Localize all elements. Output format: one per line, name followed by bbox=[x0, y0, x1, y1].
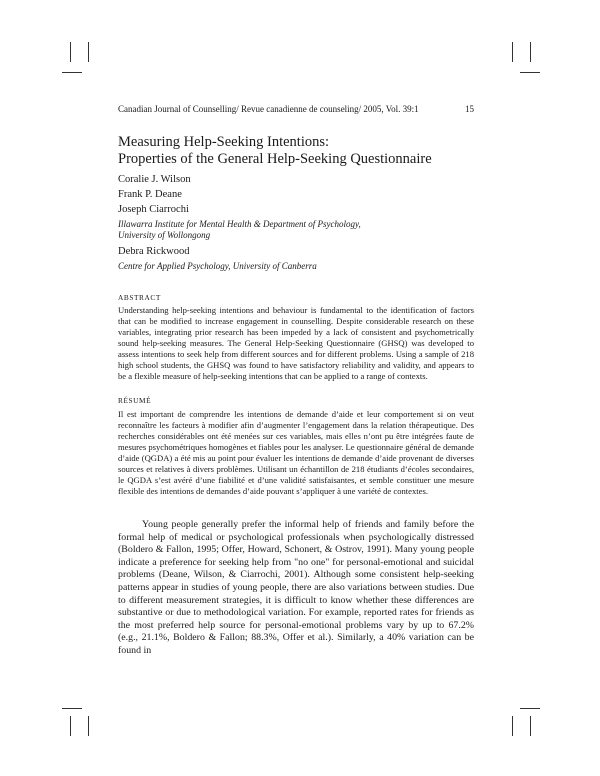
resume-label: RÉSUMÉ bbox=[118, 396, 152, 405]
affiliation-line: University of Wollongong bbox=[118, 230, 211, 240]
crop-mark bbox=[88, 716, 89, 736]
author-name: Frank P. Deane bbox=[118, 189, 182, 200]
crop-mark bbox=[70, 716, 71, 736]
crop-mark bbox=[62, 72, 82, 73]
author-name: Coralie J. Wilson bbox=[118, 174, 191, 185]
body-paragraph: Young people generally prefer the informal help of friends and family before the formal help of medical or psychological professionals when psychologically distressed (Boldero & Fallon, 1995; Offer, Howard, Schonert, & Ostrov, 1991). Many young people indicate a preference for seeking help from "no one" for personal-emotional and suicidal problems (Deane, Wilson, & Ciarrochi, 2001). Although some consistent help-seeking patterns appear in studies of young people, there are also variations between studies. Due to different measurement strategies, it is difficult to know whether these differences are substantive or due to methodological variation. For example, reported rates for friends as the most preferred help source for personal-emotional problems vary by up to 67.2% (e.g., 21.1%, Boldero & Fallon; 88.3%, Offer et al.). Similarly, a 40% variation can be found in bbox=[118, 519, 474, 656]
crop-mark bbox=[88, 42, 89, 62]
crop-mark bbox=[512, 716, 513, 736]
affiliation: Centre for Applied Psychology, University of Canberra bbox=[118, 261, 317, 271]
crop-mark bbox=[520, 72, 540, 73]
crop-mark bbox=[512, 42, 513, 62]
crop-mark bbox=[520, 708, 540, 709]
affiliation bbox=[118, 219, 361, 241]
affiliation-line: Illawarra Institute for Mental Health & Department of Psychology, bbox=[118, 219, 361, 229]
page-number: 15 bbox=[465, 104, 474, 114]
author-name: Debra Rickwood bbox=[118, 246, 190, 257]
author-name: Joseph Ciarrochi bbox=[118, 204, 189, 215]
journal-citation: Canadian Journal of Counselling/ Revue canadienne de counseling/ 2005, Vol. 39:1 bbox=[118, 104, 419, 114]
crop-mark bbox=[70, 42, 71, 62]
title-line-1: Measuring Help-Seeking Intentions: bbox=[118, 134, 330, 150]
abstract-text: Understanding help-seeking intentions and behaviour is fundamental to the identification of factors that can be modified to increase engagement in counselling. Despite considerable research on these variables, integrating prior research has been impeded by a lack of consistent and psychometrically sound help-seeking measures. The General Help-Seeking Questionnaire (GHSQ) was developed to assess intentions to seek help from different sources and for different problems. Using a sample of 218 high school students, the GHSQ was found to have satisfactory reliability and validity, and appears to be a flexible measure of help-seeking intentions that can be applied to a range of contexts. bbox=[118, 305, 474, 381]
running-header bbox=[118, 104, 474, 114]
resume-text: Il est important de comprendre les intentions de demande d’aide et leur comportement si on veut reconnaître les facteurs à modifier afin d’augmenter l’engagement dans la relation thérapeutique. Des recherches considérables ont été menées sur ces variables, mais elles n’ont pu être intégrées faute de mesures psychométriques homogènes et fiables pour les analyser. Le questionnaire général de demande d’aide (QGDA) a été mis au point pour évaluer les intentions de demande d’aide provenant de diverses sources et relatives à divers problèmes. Utilisant un échantillon de 218 étudiants d’écoles secondaires, le QGDA s’est avéré d’une fiabilité et d’une validité satisfaisantes, et semble constituer une mesure flexible des intentions de demandes d’aide pouvant s’appliquer à une variété de contextes. bbox=[118, 409, 474, 496]
crop-mark bbox=[62, 708, 82, 709]
title-line-2: Properties of the General Help-Seeking Questionnaire bbox=[118, 151, 432, 167]
author-block bbox=[118, 172, 361, 275]
crop-mark bbox=[530, 42, 531, 62]
crop-mark bbox=[530, 716, 531, 736]
abstract-label: ABSTRACT bbox=[118, 293, 161, 302]
article-title bbox=[118, 134, 432, 168]
